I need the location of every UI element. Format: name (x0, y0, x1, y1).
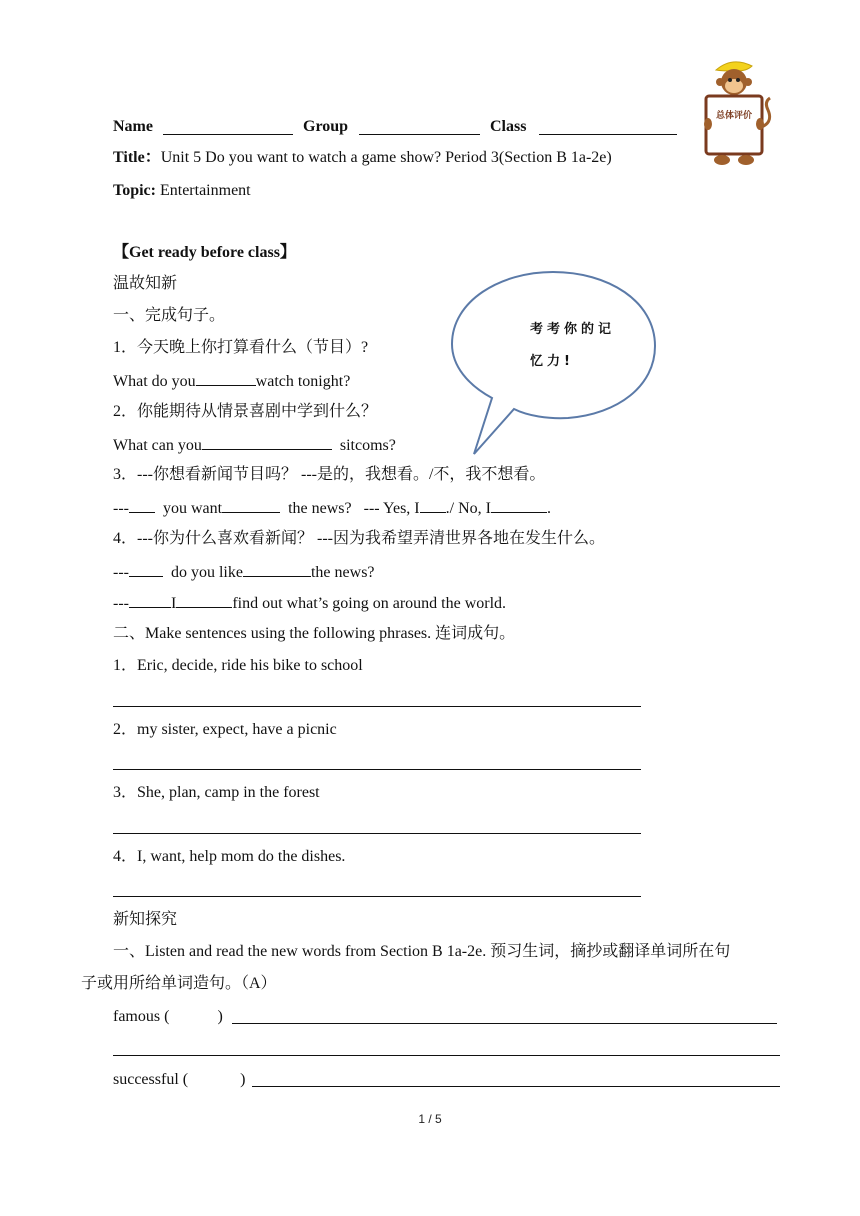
q4-blank-1[interactable] (129, 562, 163, 577)
q1-english: What do you watch tonight? (113, 373, 351, 390)
name-label: Name (113, 118, 153, 135)
topic-label: Topic: (113, 182, 156, 199)
q1-chinese: 1．今天晚上你打算看什么（节目）? (113, 339, 369, 356)
badge-board (706, 96, 762, 154)
answer-line-3[interactable] (113, 833, 641, 834)
review-heading: 温故知新 (113, 275, 178, 292)
q3-english: --- you want the news? --- Yes, I ./ No, I . (113, 500, 551, 517)
name-blank[interactable] (163, 120, 293, 135)
explore-heading: 新知探究 (113, 911, 178, 928)
sentence-item-4: 4．I, want, help mom do the dishes. (113, 848, 346, 865)
famous-answer-line[interactable] (232, 1023, 777, 1024)
group-label: Group (303, 118, 349, 135)
answer-line-2[interactable] (113, 769, 641, 770)
q2-chinese: 2．你能期待从情景喜剧中学到什么？ (113, 403, 378, 420)
bubble-line-1: 考考你的记 (530, 322, 616, 337)
title-label: Title： (113, 149, 161, 166)
answer-line-1[interactable] (113, 706, 641, 707)
topic-value: Entertainment (159, 182, 251, 199)
part1-title: 一、完成句子。 (113, 307, 226, 324)
successful-answer-line[interactable] (252, 1086, 780, 1087)
explore-instruction-line-1: 一、Listen and read the new words from Section B 1a-2e. 预习生词，摘抄或翻译单词所在句 (113, 943, 731, 960)
q4-blank-2[interactable] (243, 562, 311, 577)
word-famous: famous ( ) (113, 1008, 223, 1025)
q4-english-1: --- do you like the news? (113, 564, 375, 581)
explore-instruction-line-2: 子或用所给单词造句。（A） (81, 975, 277, 992)
answer-line-4[interactable] (113, 896, 641, 897)
q3-chinese: 3．---你想看新闻节目吗？ ---是的，我想看。/不，我不想看。 (113, 466, 546, 483)
sentence-item-1: 1．Eric, decide, ride his bike to school (113, 657, 363, 674)
q4-english-2: --- I find out what’s going on around the world. (113, 595, 507, 612)
group-blank[interactable] (359, 120, 480, 135)
page-number: 1 / 5 (418, 1112, 442, 1126)
famous-answer-line-2[interactable] (113, 1055, 780, 1056)
q4-blank-4[interactable] (176, 593, 232, 608)
sentence-item-3: 3．She, plan, camp in the forest (113, 784, 320, 801)
bubble-line-2: 忆力! (530, 354, 574, 369)
q2-blank[interactable] (202, 435, 332, 450)
monkey-evaluation-badge (694, 58, 776, 168)
word-successful: successful ( ) (113, 1071, 246, 1088)
sentence-item-2: 2．my sister, expect, have a picnic (113, 721, 337, 738)
title-line (113, 148, 612, 168)
part2-title: 二、Make sentences using the following phrases. 连词成句。 (113, 625, 516, 642)
q3-blank-3[interactable] (420, 498, 446, 513)
q3-blank-1[interactable] (129, 498, 155, 513)
q3-blank-2[interactable] (222, 498, 280, 513)
q3-blank-4[interactable] (491, 498, 547, 513)
section-get-ready: 【Get ready before class】 (113, 244, 296, 261)
title-value: Unit 5 Do you want to watch a game show? Period 3(Section B 1a-2e) (160, 149, 612, 166)
q1-blank[interactable] (196, 371, 256, 386)
q2-english: What can you sitcoms? (113, 437, 396, 454)
badge-text: 总体评价 (715, 111, 753, 121)
class-blank[interactable] (539, 120, 677, 135)
topic-line (113, 181, 251, 201)
q4-chinese: 4．---你为什么喜欢看新闻？ ---因为我希望弄清世界各地在发生什么。 (113, 530, 605, 547)
q4-blank-3[interactable] (129, 593, 171, 608)
class-label: Class (490, 118, 527, 135)
